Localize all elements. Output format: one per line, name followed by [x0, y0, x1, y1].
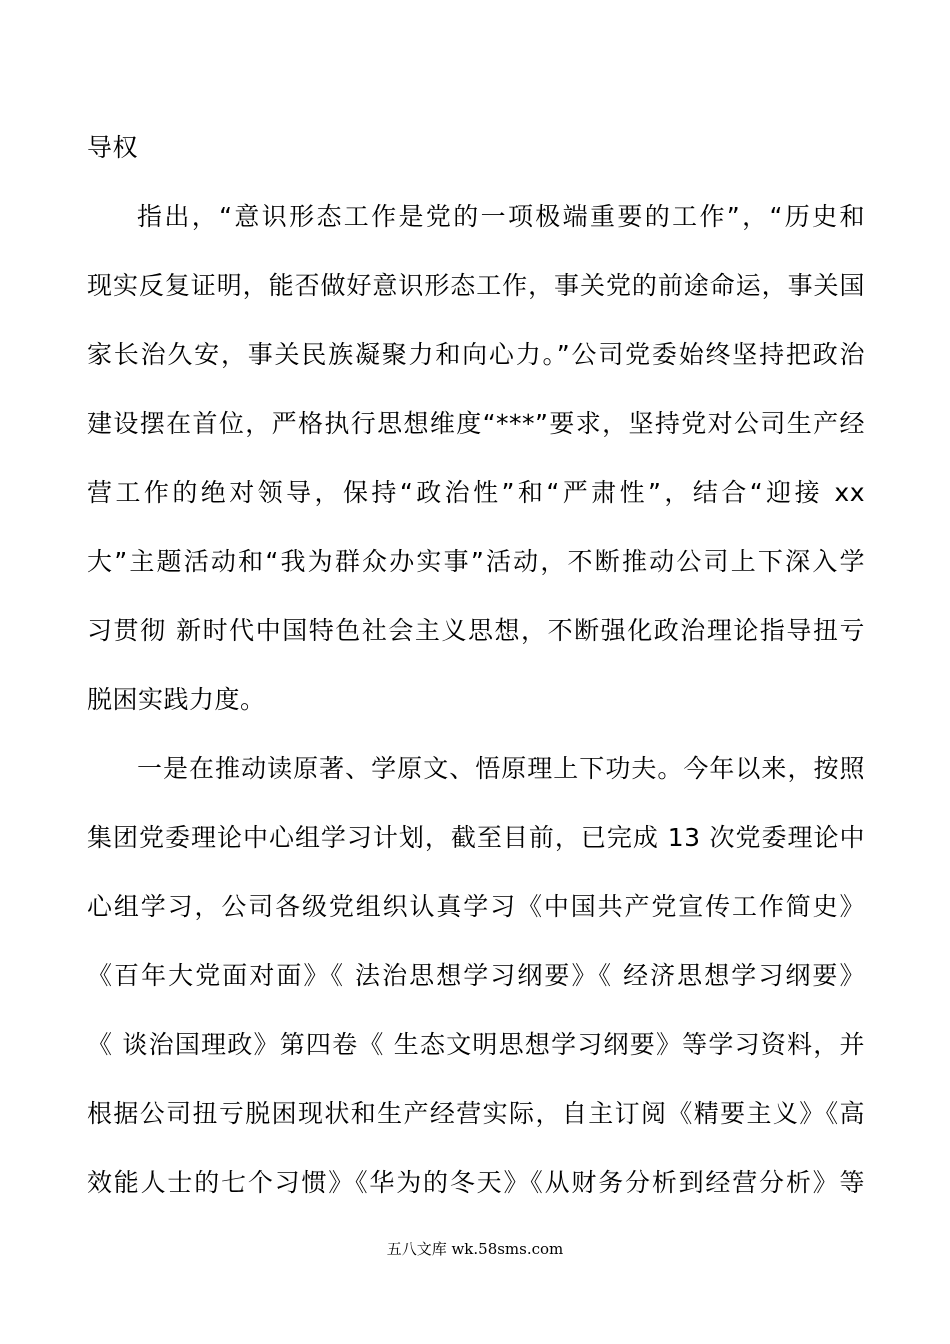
- text-line: 指出，“意识形态工作是党的一项极端重要的工作”，“历史和: [137, 202, 865, 231]
- text-line: 效能人士的七个习惯》《华为的冬天》《从财务分析到经营分析》等: [87, 1168, 865, 1197]
- text-line: 导权: [87, 133, 139, 162]
- text-line: 脱困实践力度。: [87, 685, 266, 714]
- text-line: 《百年大党面对面》《 法治思想学习纲要》《 经济思想学习纲要》: [87, 961, 865, 990]
- text-line: 集团党委理论中心组学习计划，截至目前，已完成 13 次党委理论中: [87, 823, 865, 852]
- text-line: 一是在推动读原著、学原文、悟原理上下功夫。今年以来，按照: [137, 754, 865, 783]
- text-line: 现实反复证明，能否做好意识形态工作，事关党的前途命运，事关国: [87, 271, 865, 300]
- text-line: 家长治久安，事关民族凝聚力和向心力。”公司党委始终坚持把政治: [87, 340, 865, 369]
- text-line: 心组学习，公司各级党组织认真学习《中国共产党宣传工作简史》: [87, 892, 865, 921]
- text-line: 根据公司扭亏脱困现状和生产经营实际，自主订阅《精要主义》《高: [87, 1099, 865, 1128]
- body-text: [87, 122, 865, 1226]
- page-footer: 五八文库 wk.58sms.com: [386, 1240, 564, 1258]
- text-line: 营工作的绝对领导，保持“政治性”和“严肃性”，结合“迎接 xx: [87, 478, 865, 507]
- text-line: 大”主题活动和“我为群众办实事”活动，不断推动公司上下深入学: [87, 547, 865, 576]
- text-line: 《 谈治国理政》第四卷《 生态文明思想学习纲要》等学习资料，并: [87, 1030, 865, 1059]
- text-line: 建设摆在首位，严格执行思想维度“***”要求，坚持党对公司生产经: [87, 409, 865, 438]
- text-line: 习贯彻 新时代中国特色社会主义思想，不断强化政治理论指导扭亏: [87, 616, 865, 645]
